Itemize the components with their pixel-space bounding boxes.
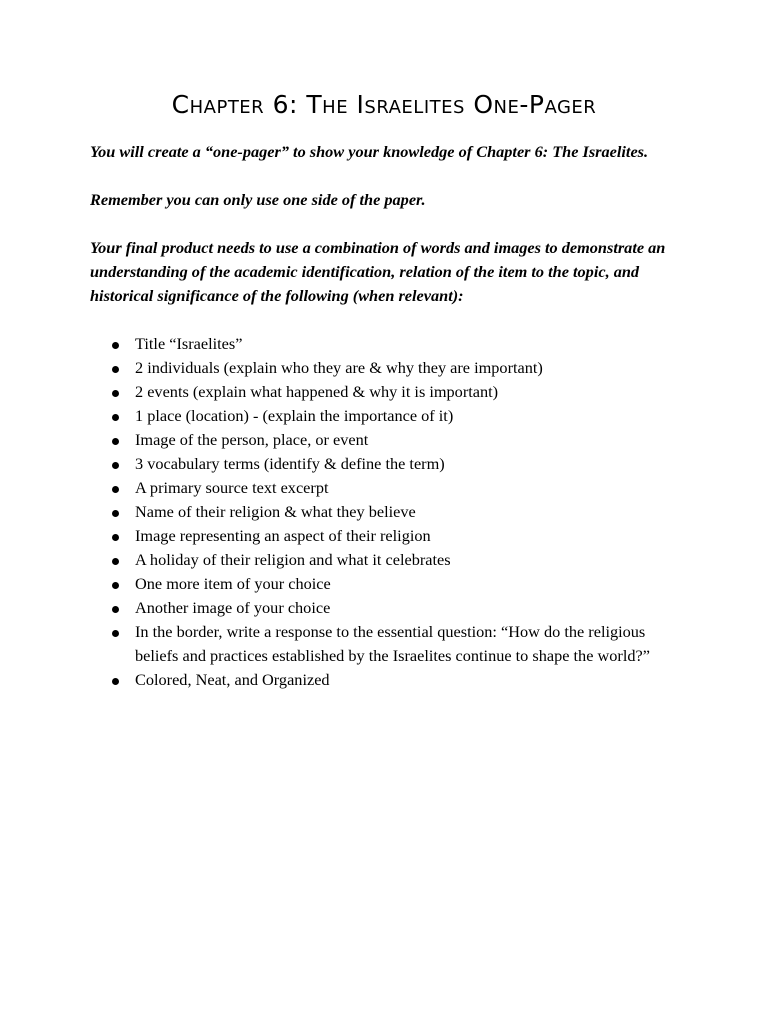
list-item (90, 668, 680, 692)
list-item (90, 476, 680, 500)
list-item-text: 2 individuals (explain who they are & why they are important) (135, 358, 543, 377)
bullet-icon (112, 342, 119, 349)
list-item-text: Colored, Neat, and Organized (135, 670, 330, 689)
list-item (90, 596, 680, 620)
list-item (90, 620, 680, 668)
bullet-icon (112, 510, 119, 517)
bullet-icon (112, 366, 119, 373)
list-item-text: 1 place (location) - (explain the importance of it) (135, 406, 454, 425)
list-item (90, 428, 680, 452)
list-item-text: Name of their religion & what they believe (135, 502, 416, 521)
bullet-icon (112, 534, 119, 541)
list-item-text: Image representing an aspect of their religion (135, 526, 431, 545)
bullet-icon (112, 678, 119, 685)
list-item (90, 572, 680, 596)
list-item (90, 404, 680, 428)
list-item-text: A holiday of their religion and what it celebrates (135, 550, 451, 569)
list-item-text: A primary source text excerpt (135, 478, 329, 497)
intro-paragraph-3: Your final product needs to use a combination of words and images to demonstrate an understanding of the academic identification, relation of the item to the topic, and historical significance of the following (when relevant): (90, 238, 666, 305)
list-item (90, 380, 680, 404)
bullet-icon (112, 438, 119, 445)
list-item-text: In the border, write a response to the essential question: “How do the religious beliefs and practices established by the Israelites continue to shape the world?” (135, 622, 650, 665)
list-item-text: Title “Israelites” (135, 334, 243, 353)
bullet-icon (112, 606, 119, 613)
list-item-text: One more item of your choice (135, 574, 331, 593)
list-item (90, 356, 680, 380)
bullet-icon (112, 390, 119, 397)
bullet-icon (112, 582, 119, 589)
list-item-text: Another image of your choice (135, 598, 331, 617)
intro-paragraph-1: You will create a “one-pager” to show your knowledge of Chapter 6: The Israelites. (90, 142, 649, 161)
requirements-list (90, 332, 680, 692)
bullet-icon (112, 486, 119, 493)
bullet-icon (112, 558, 119, 565)
bullet-icon (112, 462, 119, 469)
list-item-text: Image of the person, place, or event (135, 430, 369, 449)
document-body (90, 140, 680, 692)
list-item (90, 332, 680, 356)
list-item-text: 2 events (explain what happened & why it is important) (135, 382, 499, 401)
list-item (90, 500, 680, 524)
intro-paragraph-2: Remember you can only use one side of the paper. (90, 190, 426, 209)
list-item (90, 524, 680, 548)
list-item-text: 3 vocabulary terms (identify & define the term) (135, 454, 445, 473)
page-title: Chapter 6: The Israelites One-Pager (171, 90, 597, 119)
bullet-icon (112, 630, 119, 637)
bullet-icon (112, 414, 119, 421)
list-item (90, 452, 680, 476)
list-item (90, 548, 680, 572)
